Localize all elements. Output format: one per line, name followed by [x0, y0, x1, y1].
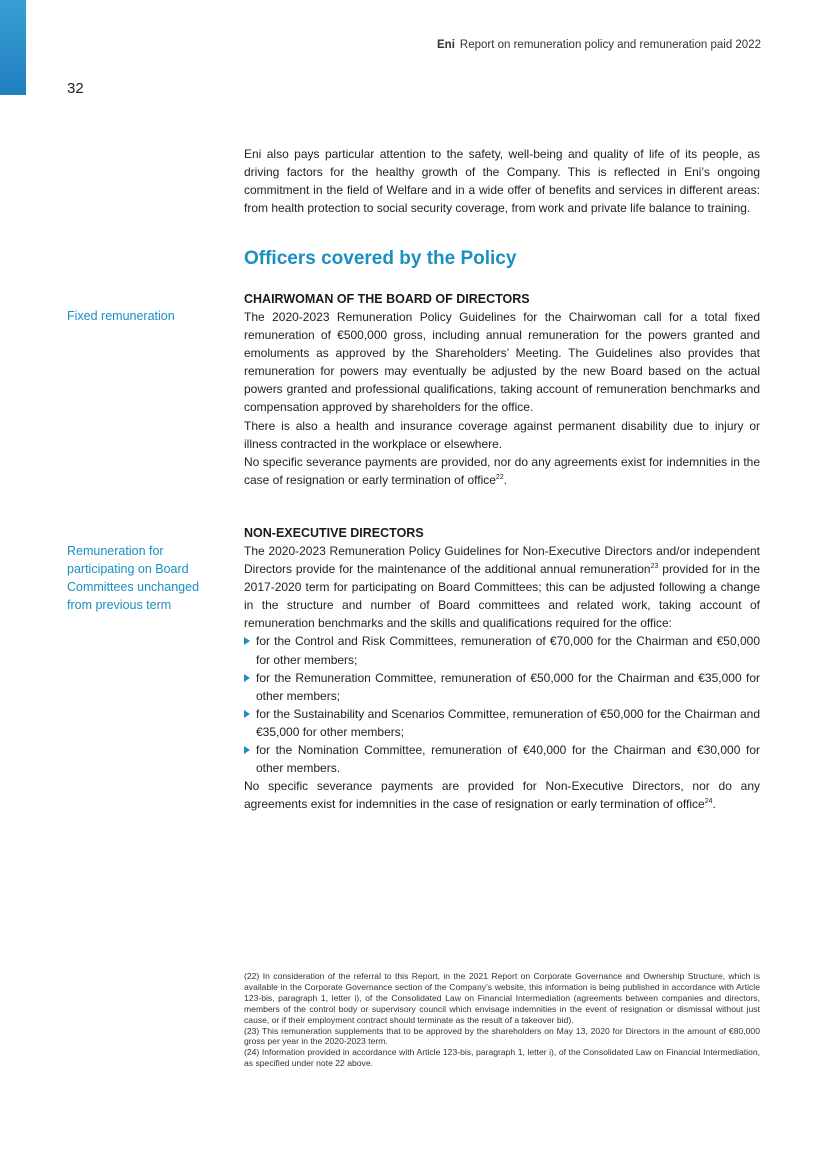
section-title: Officers covered by the Policy	[244, 248, 517, 269]
page-number: 32	[67, 80, 84, 97]
side-note-fixed-remuneration: Fixed remuneration	[67, 309, 175, 323]
footnote-24: (24) Information provided in accordance with Article 123-bis, paragraph 1, letter i), of the Consolidated Law on Financial Intermediation, as specified under note 22 above.	[244, 1047, 760, 1069]
triangle-bullet-icon	[244, 710, 250, 718]
committee-remuneration-list	[244, 632, 760, 777]
running-header	[437, 39, 761, 51]
non-executive-paragraph-2	[244, 777, 760, 813]
triangle-bullet-icon	[244, 674, 250, 682]
footnote-23: (23) This remuneration supplements that to be approved by the shareholders on May 13, 2020 for Directors in the amount of €80,000 gross per year in the 2020-2023 term.	[244, 1025, 760, 1047]
side-note-committee-remuneration: Remuneration for participating on Board Committees unchanged from previous term	[67, 544, 200, 613]
report-title: Report on remuneration policy and remuneration paid 2022	[459, 39, 761, 51]
triangle-bullet-icon	[244, 746, 250, 754]
footnote-ref-23[interactable]: 23	[650, 563, 659, 571]
intro-paragraph: Eni also pays particular attention to the safety, well-being and quality of life of its people, as driving factors for the healthy growth of the Company. This is reflected in Eni’s ongoing commitment in the field of Welfare and in a wide offer of benefits and services in different areas: from health protection to social security coverage, from work and private life balance to training.	[244, 147, 760, 216]
intro-section	[244, 145, 760, 217]
chairwoman-section	[244, 290, 760, 489]
footnote-ref-22[interactable]: 22	[495, 473, 504, 481]
triangle-bullet-icon	[244, 637, 250, 645]
non-executive-heading: NON-EXECUTIVE DIRECTORS	[244, 526, 424, 540]
list-item-text: for the Control and Risk Committees, remuneration of €70,000 for the Chairman and €50,000 for other members;	[256, 634, 760, 667]
chairwoman-paragraph-3	[244, 453, 760, 489]
non-executive-paragraph-1	[244, 542, 760, 632]
chairwoman-paragraph-3-end: .	[503, 472, 508, 487]
list-item-text: for the Remuneration Committee, remuneration of €50,000 for the Chairman and €35,000 for other members;	[256, 670, 760, 703]
list-item	[244, 741, 760, 777]
non-executive-section	[244, 524, 760, 813]
list-item-text: for the Nomination Committee, remuneration of €40,000 for the Chairman and €30,000 for other members.	[256, 743, 760, 776]
non-executive-paragraph-1-a: The 2020-2023 Remuneration Policy Guidelines for Non-Executive Directors and/or independent Directors provide for the maintenance of the additional annual remuneration	[244, 544, 760, 577]
footnote-22: (22) In consideration of the referral to this Report, in the 2021 Report on Corporate Governance and Ownership Structure, which is available in the Corporate Governance section of the Company’s website, this information is being published in accordance with Article 123-bis, paragraph 1, letter i), of the Consolidated Law on Financial Intermediation (agreements between companies and directors, members of the control body or supervisory council which envisage indemnities in the event of resignation or dismissal without just cause, or if their employment contract should terminate as the result of a takeover bid).	[244, 971, 760, 1025]
list-item	[244, 705, 760, 741]
footnotes	[244, 971, 760, 1069]
brand-name: Eni	[437, 39, 455, 51]
list-item	[244, 632, 760, 668]
non-executive-paragraph-1-b: provided for in the 2017-2020 term for participating on Board Committees; this can be adjusted following a change in the structure and number of Board committees and related work, taking account of remuneration benchmarks and the skills and qualifications required for the office:	[244, 562, 760, 631]
corner-accent-bar	[0, 0, 26, 95]
list-item-text: for the Sustainability and Scenarios Committee, remuneration of €50,000 for the Chairman and €35,000 for other members;	[256, 706, 760, 739]
list-item	[244, 669, 760, 705]
chairwoman-paragraph-3-text: No specific severance payments are provided, nor do any agreements exist for indemnities in the case of resignation or early termination of office	[244, 454, 760, 487]
footnote-ref-24[interactable]: 24	[704, 798, 713, 806]
non-executive-paragraph-2-end: .	[712, 797, 716, 812]
chairwoman-paragraph-1: The 2020-2023 Remuneration Policy Guidelines for the Chairwoman call for a total fixed remuneration of €500,000 gross, including annual remuneration for the powers granted and emoluments as approved by the Shareholders’ Meeting. The Guidelines also provides that remuneration for powers may eventually be adjusted by the new Board based on the actual powers granted and professional qualifications, taking account of remuneration benchmarks and compensation approved by shareholders for the office.	[244, 310, 760, 415]
chairwoman-paragraph-2: There is also a health and insurance coverage against permanent disability due to injury or illness contracted in the workplace or elsewhere.	[244, 418, 760, 451]
non-executive-paragraph-2-text: No specific severance payments are provided for Non-Executive Directors, nor do any agreements exist for indemnities in the case of resignation or early termination of office	[244, 779, 760, 812]
chairwoman-heading: CHAIRWOMAN OF THE BOARD OF DIRECTORS	[244, 292, 530, 306]
